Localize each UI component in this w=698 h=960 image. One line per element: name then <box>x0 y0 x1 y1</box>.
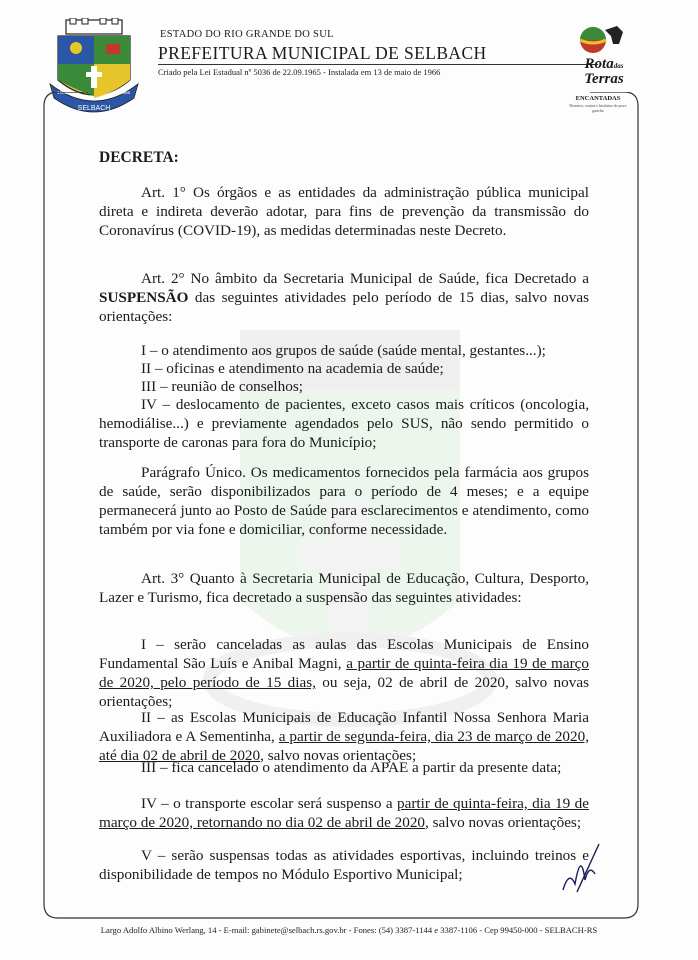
edu-i-pre: I – serão canceladas as aulas das Escolas Municipais de Ensino Fundamental São Luís e Anibal Magni, <box>99 636 589 672</box>
coat-year-left: 1965 <box>57 90 68 95</box>
header-subtitle: Criado pela Lei Estadual nº 5036 de 22.09.1965 - Instalada em 13 de maio de 1966 <box>158 67 441 77</box>
art-1: Art. 1° Os órgãos e as entidades da administração pública municipal direta e indireta deverão adotar, para fins de prevenção da transmissão do Coronavírus (COVID-19), as medidas determinadas neste Decreto. <box>99 184 589 239</box>
edu-i-underlined: a partir de quinta-feira dia 19 de março de 2020, pelo período de 15 dias, <box>99 655 589 691</box>
art-2-pre: Art. 2° No âmbito da Secretaria Municipal de Saúde, fica Decretado a <box>141 270 589 287</box>
edu-ii-post: , salvo novas orientações; <box>260 747 417 764</box>
rota-line1: Rota <box>584 56 614 72</box>
health-item-ii: II – oficinas e atendimento na academia de saúde; <box>141 360 444 377</box>
art-3: Art. 3° Quanto à Secretaria Municipal de Educação, Cultura, Desporto, Lazer e Turismo, fica decretado a suspensão das seguintes atividades: <box>99 570 589 606</box>
education-item-iii: III – fica cancelado o atendimento da APAE a partir da presente data; <box>141 759 562 776</box>
rota-tagline: Passeios, contos e histórias do povo gaúcho <box>569 103 627 113</box>
edu-ii-pre: II – as Escolas Municipais de Educação Infantil Nossa Senhora Maria Auxiliadora e A Sementinha, <box>99 709 589 745</box>
edu-iv-pre: IV – o transporte escolar será suspenso a <box>141 795 397 812</box>
edu-ii-underlined: a partir de segunda-feira, dia 23 de março de 2020, até dia 02 de abril de 2020 <box>99 728 589 764</box>
coat-ribbon-label: SELBACH <box>77 105 111 112</box>
header-divider <box>158 64 598 65</box>
header-state: ESTADO DO RIO GRANDE DO SUL <box>160 29 334 40</box>
rota-line3: Terras <box>584 71 624 87</box>
health-item-i: I – o atendimento aos grupos de saúde (saúde mental, gestantes...); <box>141 342 546 359</box>
rota-line4: ENCANTADAS <box>575 95 621 102</box>
education-item-ii <box>99 708 589 765</box>
health-item-iv: IV – deslocamento de pacientes, exceto casos mais críticos (oncologia, hemodiálise...) e previamente agendados pelo SUS, não sendo permitido o transporte de caronas para fora do Município; <box>99 396 589 451</box>
header-prefeitura: PREFEITURA MUNICIPAL DE SELBACH <box>158 43 487 63</box>
art-2-post: das seguintes atividades pelo período de 15 dias, salvo novas orientações: <box>99 289 589 325</box>
education-item-v: V – serão suspensas todas as atividades esportivas, incluindo treinos e disponibilidade de tempos no Módulo Esportivo Municipal; <box>99 847 589 883</box>
footer-address: Largo Adolfo Albino Werlang, 14 - E-mail: gabinete@selbach.rs.gov.br - Fones: (54) 3387-1144 e 3387-1106 - Cep 99450-000 - SELBACH-RS <box>100 925 598 935</box>
edu-i-post: ou seja, 02 de abril de 2020, salvo novas orientações; <box>99 674 589 710</box>
rota-line2: das <box>613 62 624 70</box>
education-item-i <box>99 635 589 711</box>
art-2-bold: SUSPENSÃO <box>99 289 189 306</box>
art-2 <box>99 269 589 326</box>
education-item-iv <box>99 794 589 832</box>
edu-iv-post: , salvo novas orientações; <box>425 814 582 831</box>
health-item-iii: III – reunião de conselhos; <box>141 378 303 395</box>
coat-year-right: 1966 <box>120 90 131 95</box>
heading-decreta: DECRETA: <box>99 149 179 166</box>
rota-title <box>574 58 634 86</box>
paragrafo-unico: Parágrafo Único. Os medicamentos fornecidos pela farmácia aos grupos de saúde, serão disponibilizados para o período de 4 meses; e a equipe permanecerá junto ao Posto de Saúde para esclarecimentos e atendimento, como também por via fone e domiciliar, conforme necessidade. <box>99 464 589 538</box>
edu-iv-underlined: partir de quinta-feira, dia 19 de março de 2020, retornando no dia 02 de abril de 2020 <box>99 795 589 831</box>
signature-initials <box>555 840 605 900</box>
